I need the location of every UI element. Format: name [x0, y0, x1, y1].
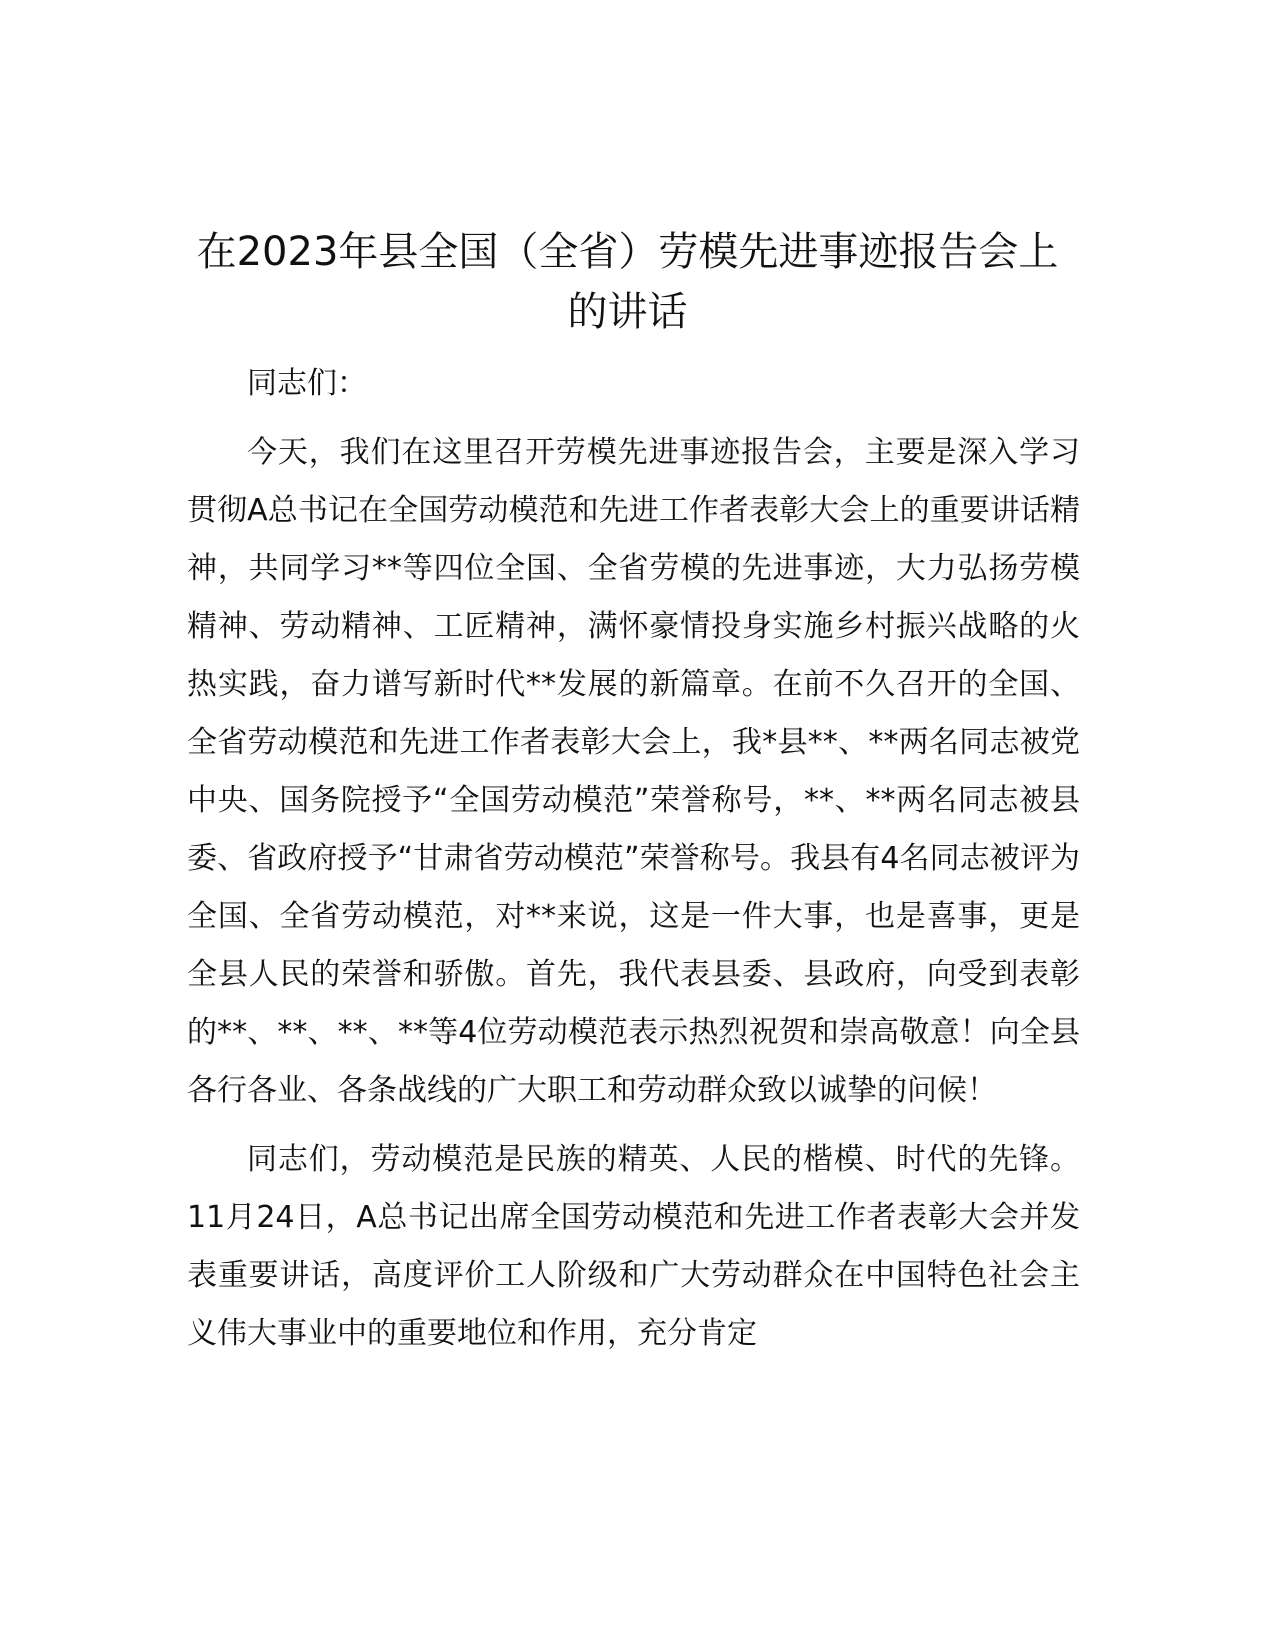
document-body: [187, 355, 1080, 1374]
document-title: 在2023年县全国（全省）劳模先进事迹报告会上的讲话: [196, 229, 1059, 335]
salutation: 同志们：: [247, 366, 367, 401]
paragraph: 今天，我们在这里召开劳模先进事迹报告会，主要是深入学习贯彻A总书记在全国劳动模范和先进工作者表彰大会上的重要讲话精神，共同学习**等四位全国、全省劳模的先进事迹，大力弘扬劳模精神、劳动精神、工匠精神，满怀豪情投身实施乡村振兴战略的火热实践，奋力谱写新时代**发展的新篇章。在前不久召开的全国、全省劳动模范和先进工作者表彰大会上，我*县**、**两名同志被党中央、国务院授予“全国劳动模范”荣誉称号，**、**两名同志被县委、省政府授予“甘肃省劳动模范”荣誉称号。我县有4名同志被评为全国、全省劳动模范，对**来说，这是一件大事，也是喜事，更是全县人民的荣誉和骄傲。首先，我代表县委、县政府，向受到表彰的**、**、**、**等4位劳动模范表示热烈祝贺和崇高敬意！向全县各行各业、各条战线的广大职工和劳动群众致以诚挚的问候！: [187, 435, 1080, 1108]
paragraph: 同志们，劳动模范是民族的精英、人民的楷模、时代的先锋。11月24日，A总书记出席全国劳动模范和先进工作者表彰大会并发表重要讲话，高度评价工人阶级和广大劳动群众在中国特色社会主义伟大事业中的重要地位和作用，充分肯定: [187, 1142, 1080, 1351]
